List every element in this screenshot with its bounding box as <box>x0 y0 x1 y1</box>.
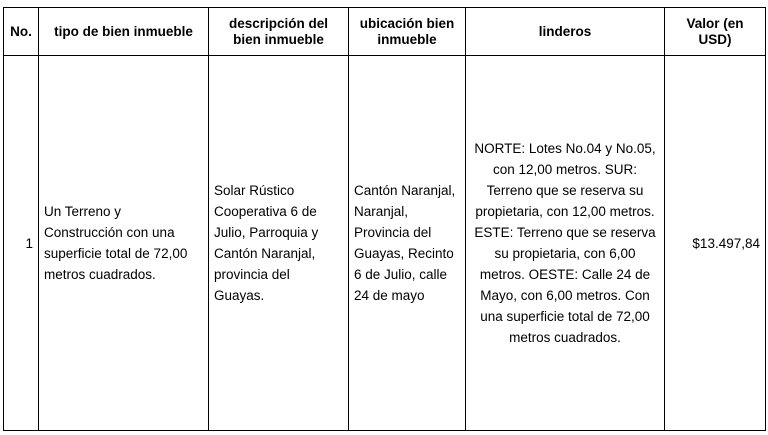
header-valor: Valor (en USD) <box>665 8 766 56</box>
cell-ubicacion: Cantón Naranjal, Naranjal, Provincia del Guayas, Recinto 6 de Julio, calle 24 de mayo <box>349 56 466 431</box>
header-no: No. <box>4 8 39 56</box>
cell-no: 1 <box>4 56 39 431</box>
header-tipo: tipo de bien inmueble <box>39 8 209 56</box>
header-row <box>4 8 766 56</box>
cell-linderos: NORTE: Lotes No.04 y No.05, con 12,00 metros. SUR: Terreno que se reserva su propietaria, con 12,00 metros. ESTE: Terreno que se reserva su propietaria, con 6,00 metros. OESTE: Calle 24 de Mayo, con 6,00 metros. Con una superficie total de 72,00 metros cuadrados. <box>466 56 665 431</box>
cell-tipo: Un Terreno y Construcción con una superficie total de 72,00 metros cuadrados. <box>39 56 209 431</box>
header-ubicacion: ubicación bien inmueble <box>349 8 466 56</box>
header-linderos: linderos <box>466 8 665 56</box>
header-descripcion: descripción del bien inmueble <box>209 8 349 56</box>
table-row <box>4 56 766 431</box>
cell-valor: $13.497,84 <box>665 56 766 431</box>
cell-descripcion: Solar Rústico Cooperativa 6 de Julio, Parroquia y Cantón Naranjal, provincia del Guayas. <box>209 56 349 431</box>
property-table <box>3 7 766 431</box>
